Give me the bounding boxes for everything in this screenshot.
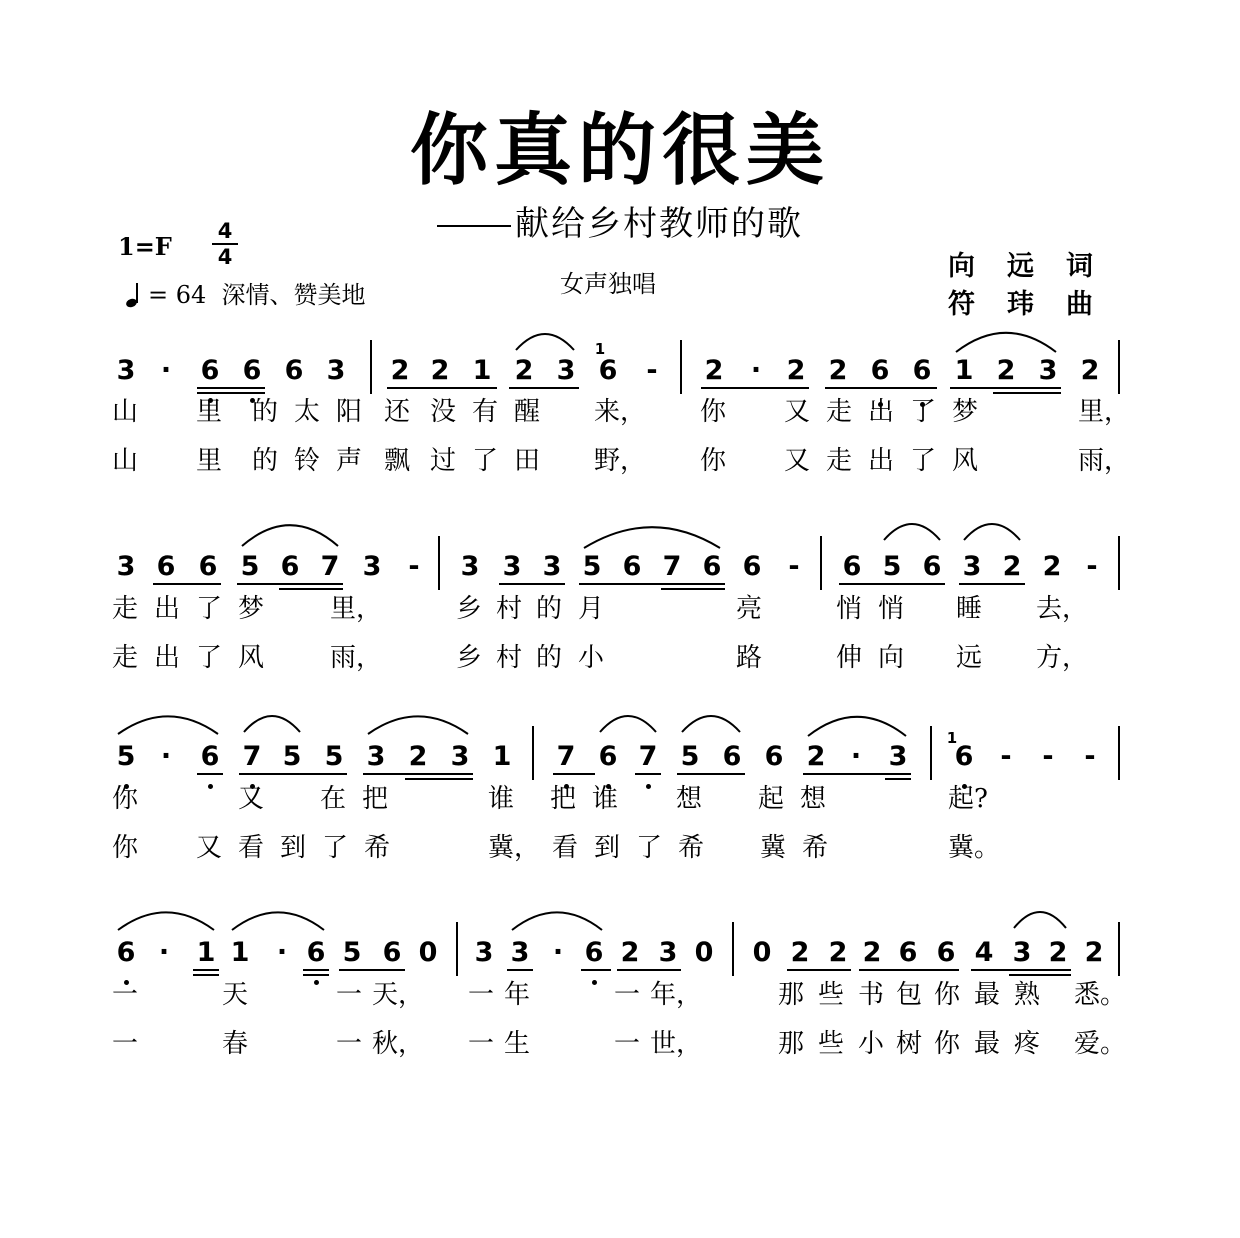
lyric-verse-1: 书 — [858, 980, 885, 1010]
lyric-verse-1: 还 — [384, 397, 411, 427]
lyric-verse-1: 悄 — [836, 594, 863, 624]
lyric-verse-2: 秋， — [372, 1029, 425, 1059]
lyric-verse-2: 走 — [826, 446, 853, 476]
note-numeral: - — [1042, 741, 1054, 772]
lyric-verse-2: 了 — [636, 833, 663, 863]
lyric-verse-2: 野， — [594, 446, 647, 476]
lyric-verse-2: 看 — [552, 833, 579, 863]
lyric-verse-2: 一 — [614, 1029, 641, 1059]
note-numeral: 7 — [638, 741, 658, 772]
slur-arc — [512, 912, 602, 930]
lyric-verse-1: 一 — [468, 980, 495, 1010]
lyric-verse-2: 的 — [252, 446, 279, 476]
lyric-verse-1: 又 — [238, 784, 265, 814]
lyric-verse-1: 月 — [578, 594, 605, 624]
lyric-verse-2: 小 — [578, 643, 605, 673]
lyric-verse-2: 远 — [956, 643, 983, 673]
note-numeral: 6 — [598, 355, 618, 386]
lyric-verse-2: 又 — [196, 833, 223, 863]
lyric-verse-1: 亮 — [736, 594, 763, 624]
note-numeral: 3 — [326, 355, 346, 386]
slur-arc — [244, 716, 300, 732]
lyric-verse-2: 出 — [154, 643, 181, 673]
note-numeral: 1 — [472, 355, 492, 386]
note-numeral: 2 — [828, 937, 848, 968]
lyric-verse-2: 最 — [974, 1029, 1001, 1059]
note-numeral: 6 — [200, 355, 220, 386]
slur-arc — [516, 334, 574, 350]
lyric-verse-1: 又 — [784, 397, 811, 427]
lyric-verse-1: 梦 — [238, 594, 265, 624]
slur-arc — [600, 716, 656, 732]
lyric-verse-1: 走 — [826, 397, 853, 427]
lyric-verse-1: 熟 — [1014, 980, 1041, 1010]
note-numeral: 2 — [1002, 551, 1022, 582]
lyric-verse-1: 乡 — [456, 594, 483, 624]
note-numeral: 5 — [324, 741, 344, 772]
lyric-verse-2: 了 — [196, 643, 223, 673]
lyric-verse-1: 里， — [330, 594, 383, 624]
lyric-verse-1: 天 — [222, 980, 249, 1010]
note-numeral: 6 — [742, 551, 762, 582]
lyric-verse-2: 小 — [858, 1029, 885, 1059]
lyric-verse-2: 村 — [496, 643, 523, 673]
lyric-verse-1: 去， — [1036, 594, 1089, 624]
note-numeral: 6 — [702, 551, 722, 582]
lyric-verse-2: 春 — [222, 1029, 249, 1059]
lyric-verse-1: 起? — [948, 784, 988, 814]
lyric-verse-1: 出 — [154, 594, 181, 624]
lyric-verse-1: 在 — [320, 784, 347, 814]
note-numeral: 2 — [786, 355, 806, 386]
note-numeral: 6 — [280, 551, 300, 582]
lyric-verse-1: 出 — [868, 397, 895, 427]
note-numeral: 6 — [622, 551, 642, 582]
note-numeral: - — [1086, 551, 1098, 582]
note-numeral: 3 — [502, 551, 522, 582]
note-numeral: 3 — [962, 551, 982, 582]
note-numeral: 2 — [790, 937, 810, 968]
lyric-verse-2: 生 — [504, 1029, 531, 1059]
slur-arc — [1014, 912, 1066, 928]
lyric-verse-1: 你 — [700, 397, 727, 427]
note-numeral: - — [1084, 741, 1096, 772]
note-numeral: 6 — [870, 355, 890, 386]
note-numeral: 6 — [722, 741, 742, 772]
lyric-verse-2: 希 — [364, 833, 391, 863]
note-numeral: 7 — [556, 741, 576, 772]
lyric-verse-2: 些 — [818, 1029, 845, 1059]
note-numeral: 2 — [806, 741, 826, 772]
note-numeral: 6 — [912, 355, 932, 386]
lyric-verse-2: 山 — [112, 446, 139, 476]
note-numeral: 6 — [382, 937, 402, 968]
note-numeral: - — [788, 551, 800, 582]
note-numeral: 6 — [116, 937, 136, 968]
lyric-verse-1: 太 — [294, 397, 321, 427]
lyric-verse-2: 雨， — [330, 643, 383, 673]
slur-arc — [884, 524, 940, 540]
note-numeral: 2 — [828, 355, 848, 386]
lyric-verse-2: 方， — [1036, 643, 1089, 673]
slur-arc — [584, 527, 720, 548]
note-numeral: 7 — [242, 741, 262, 772]
note-numeral: 6 — [584, 937, 604, 968]
note-numeral: 3 — [450, 741, 470, 772]
lyric-verse-1: 悄 — [878, 594, 905, 624]
note-numeral: · — [158, 937, 170, 968]
note-numeral: 3 — [556, 355, 576, 386]
song-title: 你真的很美 — [409, 106, 830, 196]
note-numeral: 3 — [460, 551, 480, 582]
lyric-verse-2: 了 — [472, 446, 499, 476]
note-numeral: 1 — [954, 355, 974, 386]
lyric-verse-1: 想 — [800, 784, 827, 814]
note-numeral: 3 — [116, 551, 136, 582]
lyric-verse-2: 飘 — [384, 446, 411, 476]
note-numeral: 3 — [1012, 937, 1032, 968]
note-numeral: 5 — [582, 551, 602, 582]
note-numeral: 6 — [598, 741, 618, 772]
note-numeral: 6 — [922, 551, 942, 582]
lyric-verse-1: 把 — [550, 784, 577, 814]
lyric-verse-2: 疼 — [1014, 1029, 1041, 1059]
slur-arc — [682, 716, 740, 732]
note-numeral: · — [750, 355, 762, 386]
note-numeral: - — [646, 355, 658, 386]
note-numeral: 5 — [116, 741, 136, 772]
note-numeral: 2 — [390, 355, 410, 386]
note-numeral: 6 — [842, 551, 862, 582]
lyric-verse-1: 些 — [818, 980, 845, 1010]
composer-credit: 符玮曲 — [948, 289, 1125, 320]
note-numeral: 5 — [680, 741, 700, 772]
note-numeral: 7 — [320, 551, 340, 582]
slur-arc — [964, 524, 1020, 540]
lyric-verse-1: 最 — [974, 980, 1001, 1010]
lyric-verse-2: 希 — [678, 833, 705, 863]
lyric-verse-1: 想 — [676, 784, 703, 814]
note-numeral: 2 — [1084, 937, 1104, 968]
lyric-verse-1: 谁 — [592, 784, 619, 814]
lyric-verse-2: 路 — [736, 643, 763, 673]
note-numeral: 2 — [862, 937, 882, 968]
note-numeral: 0 — [418, 937, 438, 968]
note-numeral: 6 — [306, 937, 326, 968]
lyric-verse-1: 里， — [1078, 397, 1131, 427]
slur-arc — [368, 716, 468, 734]
lyric-verse-1: 梦 — [952, 397, 979, 427]
note-numeral: 2 — [430, 355, 450, 386]
lyric-verse-1: 的 — [252, 397, 279, 427]
lyric-verse-2: 冀。 — [948, 833, 1001, 863]
lyric-verse-2: 冀， — [488, 833, 541, 863]
note-numeral: 5 — [282, 741, 302, 772]
lyric-verse-1: 没 — [430, 397, 457, 427]
note-numeral: 0 — [752, 937, 772, 968]
lyric-verse-1: 那 — [778, 980, 805, 1010]
lyric-verse-2: 风 — [238, 643, 265, 673]
note-numeral: 6 — [284, 355, 304, 386]
slur-arc — [956, 333, 1056, 352]
note-numeral: 3 — [474, 937, 494, 968]
lyric-verse-1: 醒 — [514, 397, 541, 427]
note-numeral: 2 — [996, 355, 1016, 386]
lyric-verse-2: 爱。 — [1074, 1029, 1127, 1059]
note-numeral: 3 — [362, 551, 382, 582]
lyric-verse-2: 一 — [336, 1029, 363, 1059]
lyric-verse-2: 田 — [514, 446, 541, 476]
lyric-verse-2: 一 — [112, 1029, 139, 1059]
lyric-verse-2: 的 — [536, 643, 563, 673]
lyric-verse-1: 山 — [112, 397, 139, 427]
slur-arc — [232, 912, 324, 930]
note-numeral: 6 — [936, 937, 956, 968]
note-numeral: · — [160, 741, 172, 772]
note-numeral: 2 — [704, 355, 724, 386]
lyric-verse-2: 过 — [430, 446, 457, 476]
lyric-verse-2: 风 — [952, 446, 979, 476]
note-numeral: 5 — [342, 937, 362, 968]
lyric-verse-1: 谁 — [488, 784, 515, 814]
lyric-verse-1: 走 — [112, 594, 139, 624]
note-numeral: · — [160, 355, 172, 386]
lyric-verse-2: 世， — [650, 1029, 703, 1059]
note-numeral: 2 — [1080, 355, 1100, 386]
lyric-verse-1: 你 — [112, 784, 139, 814]
time-signature-bottom: 4 — [217, 245, 233, 269]
note-numeral: 2 — [514, 355, 534, 386]
note-numeral: 3 — [542, 551, 562, 582]
lyric-verse-2: 你 — [112, 833, 139, 863]
note-numeral: 3 — [658, 937, 678, 968]
key-signature: 1=F — [118, 232, 172, 261]
note-numeral: · — [276, 937, 288, 968]
lyric-verse-2: 到 — [280, 833, 307, 863]
note-numeral: 6 — [898, 937, 918, 968]
lyric-verse-1: 一 — [336, 980, 363, 1010]
lyric-verse-1: 年 — [504, 980, 531, 1010]
lyric-verse-2: 你 — [700, 446, 727, 476]
note-numeral: · — [552, 937, 564, 968]
note-numeral: 5 — [240, 551, 260, 582]
lyric-verse-2: 树 — [896, 1029, 923, 1059]
expression-marking: 深情、赞美地 — [221, 281, 366, 309]
note-numeral: 6 — [156, 551, 176, 582]
note-numeral: 5 — [882, 551, 902, 582]
slur-arc — [808, 717, 906, 736]
lyric-verse-1: 年， — [650, 980, 703, 1010]
note-numeral: 2 — [1048, 937, 1068, 968]
lyric-verse-2: 雨， — [1078, 446, 1131, 476]
lyric-verse-1: 睡 — [956, 594, 983, 624]
lyric-verse-2: 你 — [934, 1029, 961, 1059]
note-numeral: 1 — [492, 741, 512, 772]
slur-arc — [242, 525, 338, 546]
grace-note: 1 — [594, 340, 606, 358]
note-numeral: 4 — [974, 937, 994, 968]
lyric-verse-1: 把 — [362, 784, 389, 814]
lyric-verse-2: 声 — [336, 446, 363, 476]
lyric-verse-2: 冀 — [760, 833, 787, 863]
lyric-verse-2: 铃 — [294, 446, 321, 476]
lyric-verse-2: 伸 — [836, 643, 863, 673]
note-numeral: 7 — [662, 551, 682, 582]
lyric-verse-2: 走 — [112, 643, 139, 673]
slur-arc — [118, 716, 218, 734]
lyric-verse-1: 包 — [896, 980, 923, 1010]
note-numeral: 2 — [408, 741, 428, 772]
lyric-verse-1: 一 — [614, 980, 641, 1010]
note-numeral: 6 — [242, 355, 262, 386]
note-numeral: 3 — [366, 741, 386, 772]
note-numeral: 1 — [196, 937, 216, 968]
lyric-verse-2: 里 — [196, 446, 223, 476]
lyric-verse-1: 你 — [934, 980, 961, 1010]
note-numeral: 2 — [1042, 551, 1062, 582]
lyric-verse-1: 起 — [758, 784, 785, 814]
performance-type: 女声独唱 — [560, 270, 656, 298]
lyric-verse-1: 了 — [196, 594, 223, 624]
note-numeral: 3 — [1038, 355, 1058, 386]
note-numeral: 3 — [510, 937, 530, 968]
time-signature-top: 4 — [217, 219, 233, 243]
lyric-verse-1: 村 — [496, 594, 523, 624]
lyricist-credit: 向远词 — [948, 251, 1125, 282]
lyric-verse-2: 希 — [802, 833, 829, 863]
lyric-verse-2: 乡 — [456, 643, 483, 673]
lyric-verse-1: 里 — [196, 397, 223, 427]
note-numeral: 3 — [888, 741, 908, 772]
lyric-verse-2: 看 — [238, 833, 265, 863]
lyric-verse-1: 阳 — [336, 397, 363, 427]
lyric-verse-2: 向 — [878, 643, 905, 673]
lyric-verse-2: 又 — [784, 446, 811, 476]
lyric-verse-1: 来， — [594, 397, 647, 427]
note-numeral: 3 — [116, 355, 136, 386]
lyric-verse-2: 出 — [868, 446, 895, 476]
subtitle-text: 献给乡村教师的歌 — [515, 204, 803, 244]
lyric-verse-1: 了 — [910, 397, 937, 427]
lyric-verse-1: 一 — [112, 980, 139, 1010]
slur-arc — [118, 912, 214, 930]
note-numeral: 6 — [200, 741, 220, 772]
note-numeral: 6 — [764, 741, 784, 772]
lyric-verse-2: 了 — [322, 833, 349, 863]
note-numeral: 2 — [620, 937, 640, 968]
note-numeral: 6 — [198, 551, 218, 582]
lyric-verse-2: 一 — [468, 1029, 495, 1059]
lyric-verse-2: 那 — [778, 1029, 805, 1059]
note-numeral: 1 — [230, 937, 250, 968]
note-numeral: · — [850, 741, 862, 772]
lyric-verse-1: 的 — [536, 594, 563, 624]
lyric-verse-1: 有 — [472, 397, 499, 427]
lyric-verse-2: 到 — [594, 833, 621, 863]
grace-note: 1 — [946, 729, 958, 747]
lyric-verse-2: 了 — [910, 446, 937, 476]
tempo-value: = 64 — [148, 281, 207, 309]
note-numeral: 6 — [954, 741, 974, 772]
lyric-verse-1: 天， — [372, 980, 425, 1010]
note-numeral: - — [1000, 741, 1012, 772]
note-numeral: - — [408, 551, 420, 582]
note-numeral: 0 — [694, 937, 714, 968]
lyric-verse-1: 悉。 — [1074, 980, 1127, 1010]
